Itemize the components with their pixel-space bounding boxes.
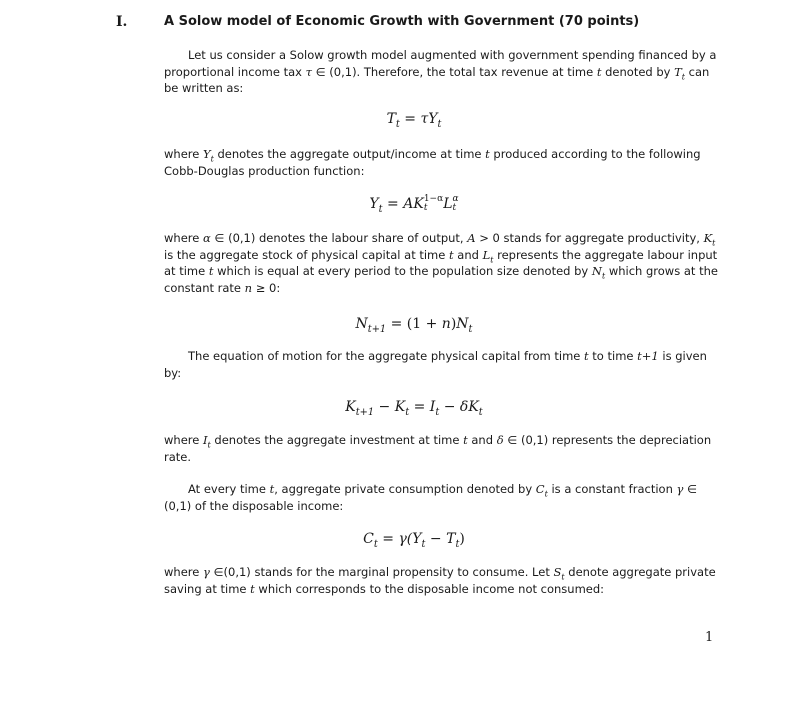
equation-population-growth: $N_{t+1} = (1 + n)N_t$ [355,316,473,335]
page-number: 1 [705,630,714,645]
equation-consumption: $C_t = \gamma(Y_t - T_t)$ [363,531,465,550]
equation-production-function: $Y_t$ = AK 1−α t L α t [369,194,459,215]
paragraph-consumption: At every time t, aggregate private consumption denoted by $C_t$ is a constant fraction γ ∈ (0,1) of the disposable income: [164,482,698,513]
paragraph-parameters: where α ∈ (0,1) denotes the labour share of output, A > 0 stands for aggregate productivity, $K_t$ is the aggregate stock of physical capital at time t and $L_t$ represents the aggregate labour input at time t which is equal at every period to the population size denoted by $N_t$ which grows at the constant rate n ≥ 0: [164,231,718,295]
paragraph-capital-motion: The equation of motion for the aggregate physical capital from time t to time t+1 is given by: [164,349,707,380]
equation-tax-revenue: $T_t = \tau Y_t$ [386,111,442,130]
paragraph-intro: Let us consider a Solow growth model augmented with government spending financed by a proportional income tax τ ∈ (0,1). Therefore, the total tax revenue at time t denoted by $T_t$ can be written as: [164,48,717,95]
paragraph-saving: where γ ∈(0,1) stands for the marginal propensity to consume. Let $S_t$ denote aggregate private saving at time t which corresponds to the disposable income not consumed: [164,565,716,596]
section-title: A Solow model of Economic Growth with Government (70 points) [164,14,640,29]
equation-capital-accumulation: $K_{t+1} - K_t = I_t - \delta K_t$ [345,399,483,418]
paragraph-investment: where $I_t$ denotes the aggregate investment at time t and δ ∈ (0,1) represents the depreciation rate. [164,433,712,464]
section-number: I. [116,14,128,30]
paragraph-output: where $Y_t$ denotes the aggregate output/income at time t produced according to the following Cobb-Douglas production function: [164,147,701,178]
